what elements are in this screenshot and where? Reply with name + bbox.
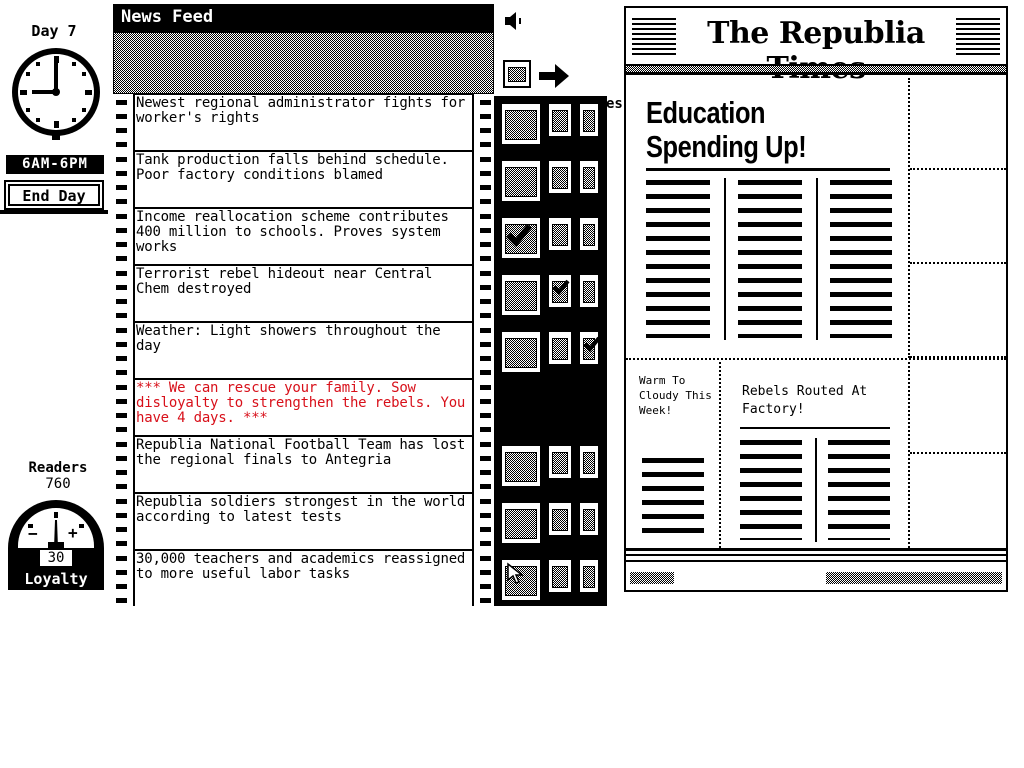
column-rule [816,178,818,340]
loyalty-plus-sign: + [68,523,78,542]
news-item [113,322,494,379]
lead-text-column-1 [646,180,710,338]
layout-medium-slot[interactable] [547,273,573,309]
footer-rule [626,560,1006,562]
side-column-divider [908,362,912,548]
check-mark-icon [551,277,571,297]
lead-text-column-3 [830,180,892,338]
column-rule [724,178,726,340]
masthead-title: The Republia [707,16,925,51]
story-divider [719,362,723,548]
news-item-text[interactable]: Income reallocation scheme contributes 400 million to schools. Proves system works [135,209,472,264]
news-item [113,550,494,607]
news-feed-title: News Feed [113,4,494,32]
layout-small-slot[interactable] [578,558,600,594]
news-item-text[interactable]: Republia soldiers strongest in the world according to latest tests [135,494,472,549]
rebels-text-column-2 [828,440,890,540]
layout-large-slot[interactable] [500,501,542,545]
layout-small-slot[interactable] [578,216,600,252]
layout-option-row [494,495,607,552]
day-label: Day 7 [31,22,77,40]
loyalty-value: 30 [40,550,72,566]
layout-option-row [494,438,607,495]
layout-option-row [494,210,607,267]
rebels-headline-rule [740,427,890,429]
layout-option-row [494,96,607,153]
side-cell-empty[interactable] [910,362,1006,454]
film-strip-left [113,550,133,607]
check-mark-icon [504,220,534,250]
readers-count: 760 [45,476,71,492]
layout-large-slot[interactable] [500,330,542,374]
masthead-rule-bottom [626,72,1006,75]
layout-medium-slot[interactable] [547,216,573,252]
film-strip-right [474,322,494,379]
film-strip-left [113,436,133,493]
side-cell-empty[interactable] [910,454,1006,546]
cursor-icon [504,562,528,586]
news-item [113,151,494,208]
left-divider [0,210,108,214]
film-strip-right [474,265,494,322]
news-item-rebel-message [113,379,494,436]
lead-headline: Education Spending Up! [646,95,807,164]
footer-pattern-right [826,572,1002,584]
film-strip-right [474,151,494,208]
rebels-text-column-1 [740,440,802,540]
layout-medium-slot[interactable] [547,102,573,138]
rebels-headline: Rebels Routed At Factory! [742,384,868,417]
layout-medium-slot[interactable] [547,330,573,366]
layout-large-slot[interactable] [500,558,542,602]
layout-medium-slot[interactable] [547,558,573,594]
news-item-text[interactable]: Republia National Football Team has lost the regional finals to Antegria [135,437,472,492]
layout-option-row [494,552,607,609]
layout-option-row [494,381,607,438]
news-item [113,493,494,550]
layout-large-slot[interactable] [500,273,542,317]
layout-option-row [494,153,607,210]
column-rule [815,438,817,542]
speaker-icon[interactable] [503,10,525,32]
side-cell-empty[interactable] [910,170,1006,264]
layout-small-slot[interactable] [578,102,600,138]
layout-small-slot[interactable] [578,444,600,480]
film-strip-right [474,94,494,151]
film-strip-left [113,322,133,379]
layout-option-row [494,324,607,381]
footer-pattern-left [630,572,674,584]
loyalty-minus-sign: − [28,524,38,543]
story-separator [626,358,1006,362]
masthead-lines-right [956,18,1000,58]
news-item-text[interactable]: Terrorist rebel hideout near Central Chem destroyed [135,266,472,321]
film-strip-left [113,94,133,151]
controls-cut-text: es [606,96,623,112]
newspaper-preview-icon[interactable] [503,60,531,88]
arrow-right-icon[interactable] [539,63,571,89]
end-day-button[interactable] [4,180,104,210]
film-strip-right [474,493,494,550]
news-item [113,265,494,322]
hours-badge: 6AM-6PM [6,155,104,174]
weather-headline: Warm To Cloudy This Week! [639,374,712,417]
news-feed-header-pattern [113,32,494,94]
masthead-lines-left [632,18,676,58]
news-item-text[interactable]: 30,000 teachers and academics reassigned to more useful labor tasks [135,551,472,606]
news-item-text[interactable]: Weather: Light showers throughout the day [135,323,472,378]
film-strip-right [474,208,494,265]
news-item [113,436,494,493]
film-strip-right [474,379,494,436]
layout-small-slot[interactable] [578,330,600,366]
weather-text [642,458,704,540]
layout-large-slot[interactable] [500,444,542,488]
newspaper-masthead [626,8,1006,66]
layout-small-slot[interactable] [578,159,600,195]
layout-medium-slot[interactable] [547,444,573,480]
news-item [113,94,494,151]
film-strip-right [474,550,494,607]
lead-text-column-2 [738,180,802,338]
layout-small-slot[interactable] [578,501,600,537]
film-strip-left [113,265,133,322]
film-strip-left [113,208,133,265]
news-item-text[interactable]: Tank production falls behind schedule. Poor factory conditions blamed [135,152,472,207]
lead-headline-rule [646,168,890,171]
layout-large-slot[interactable] [500,102,542,146]
footer-rule [626,554,1006,556]
clock-icon [8,44,104,140]
footer-rule [626,548,1006,551]
loyalty-label: Loyalty [24,570,88,588]
layout-option-row [494,267,607,324]
end-day-label: End Day [8,184,100,206]
layout-small-slot[interactable] [578,273,600,309]
film-strip-left [113,151,133,208]
film-strip-left [113,493,133,550]
film-strip-right [474,436,494,493]
side-cell-empty[interactable] [910,264,1006,358]
layout-large-slot[interactable] [500,216,542,260]
readers-label: Readers [28,460,88,476]
layout-medium-slot[interactable] [547,159,573,195]
news-item [113,208,494,265]
check-mark-icon [582,334,602,354]
rebel-message-text[interactable]: *** We can rescue your family. Sow disloyalty to strengthen the rebels. You have 4 days. *** [135,380,472,435]
side-cell-empty[interactable] [910,78,1006,170]
news-item-text[interactable]: Newest regional administrator fights for worker's rights [135,95,472,150]
layout-medium-slot[interactable] [547,501,573,537]
layout-large-slot[interactable] [500,159,542,203]
film-strip-left [113,379,133,436]
